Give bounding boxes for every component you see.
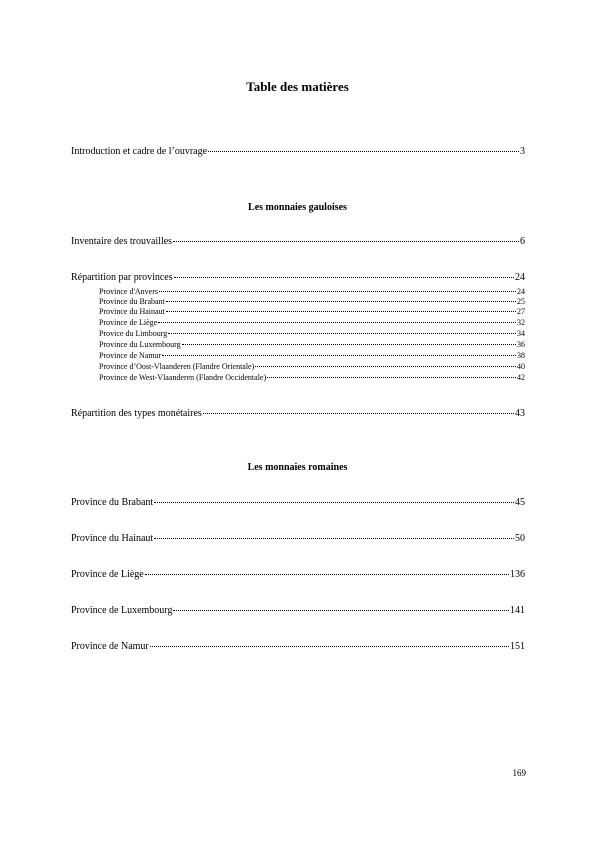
- toc-entry-page: 25: [517, 297, 525, 306]
- toc-entry-label: Inventaire des trouvailles: [71, 236, 173, 247]
- toc-subentry: [99, 373, 525, 383]
- section-heading-romaines: Les monnaies romaines: [247, 462, 348, 473]
- toc-entry-romaine: [71, 605, 525, 617]
- toc-subentry: [99, 329, 525, 339]
- toc-entry-romaine: [71, 641, 525, 653]
- dot-leader: [174, 277, 514, 278]
- dot-leader: [203, 413, 514, 414]
- dot-leader: [267, 377, 516, 378]
- toc-entry-label: Province de West-Vlaanderen (Flandre Occidentale): [99, 373, 267, 382]
- toc-entry-page: 24: [517, 287, 525, 296]
- toc-entry-page: 42: [517, 373, 525, 382]
- toc-subentry: [99, 362, 525, 372]
- dot-leader: [166, 301, 516, 302]
- toc-entry-types-monetaires: [71, 408, 525, 420]
- toc-entry-label: Répartition des types monétaires: [71, 408, 202, 419]
- toc-entry-page: 6: [520, 236, 525, 247]
- section-heading-gauloises: Les monnaies gauloises: [248, 202, 347, 213]
- toc-entry-page: 50: [515, 533, 525, 544]
- toc-entry-romaine: [71, 497, 525, 509]
- toc-entry-label: Provice du Limbourg: [99, 329, 168, 338]
- dot-leader: [255, 366, 516, 367]
- dot-leader: [166, 311, 516, 312]
- dot-leader: [154, 538, 514, 539]
- toc-entry-label: Province du Hainaut: [99, 307, 165, 316]
- toc-entry-page: 34: [517, 329, 525, 338]
- dot-leader: [208, 151, 519, 152]
- dot-leader: [162, 355, 516, 356]
- toc-entry-romaine: [71, 569, 525, 581]
- toc-entry-label: Province du Brabant: [71, 497, 154, 508]
- dot-leader: [173, 241, 519, 242]
- toc-entry-page: 45: [515, 497, 525, 508]
- dot-leader: [182, 344, 516, 345]
- toc-entry-page: 36: [517, 340, 525, 349]
- toc-entry-label: Province de Luxembourg: [71, 605, 173, 616]
- toc-subentry: [99, 351, 525, 361]
- toc-entry-page: 24: [515, 272, 525, 283]
- toc-entry-page: 136: [510, 569, 525, 580]
- toc-subentry: [99, 340, 525, 350]
- toc-entry-repartition-provinces: [71, 272, 525, 284]
- toc-entry-page: 38: [517, 351, 525, 360]
- dot-leader: [173, 610, 509, 611]
- dot-leader: [158, 322, 516, 323]
- dot-leader: [168, 333, 516, 334]
- toc-entry-label: Province de Namur: [71, 641, 149, 652]
- toc-subentry: [99, 307, 525, 317]
- toc-entry-label: Introduction et cadre de l’ouvrage: [71, 146, 208, 157]
- toc-entry-label: Province de Liège: [99, 318, 158, 327]
- toc-entry-label: Province du Brabant: [99, 297, 165, 306]
- toc-entry-page: 40: [517, 362, 525, 371]
- toc-entry-page: 141: [510, 605, 525, 616]
- toc-entry-label: Province d'Anvers: [99, 287, 158, 296]
- toc-entry-page: 27: [517, 307, 525, 316]
- dot-leader: [154, 502, 514, 503]
- toc-entry-introduction: [71, 146, 525, 158]
- toc-entry-label: Province d’Oost-Vlaanderen (Flandre Orientale): [99, 362, 255, 371]
- toc-entry-inventaire: [71, 236, 525, 248]
- toc-subentry: [99, 318, 525, 328]
- page-number: 169: [512, 768, 526, 778]
- toc-entry-label: Province de Liège: [71, 569, 144, 580]
- toc-entry-label: Province du Hainaut: [71, 533, 154, 544]
- toc-entry-label: Province du Luxembourg: [99, 340, 181, 349]
- dot-leader: [145, 574, 509, 575]
- toc-entry-page: 32: [517, 318, 525, 327]
- page-title: Table des matières: [246, 79, 349, 94]
- toc-entry-label: Province de Namur: [99, 351, 162, 360]
- toc-entry-page: 3: [520, 146, 525, 157]
- toc-entry-page: 43: [515, 408, 525, 419]
- toc-subentry: [99, 297, 525, 307]
- toc-entry-romaine: [71, 533, 525, 545]
- toc-entry-page: 151: [510, 641, 525, 652]
- toc-subentry: [99, 287, 525, 297]
- dot-leader: [159, 291, 516, 292]
- toc-entry-label: Répartition par provinces: [71, 272, 173, 283]
- dot-leader: [150, 646, 509, 647]
